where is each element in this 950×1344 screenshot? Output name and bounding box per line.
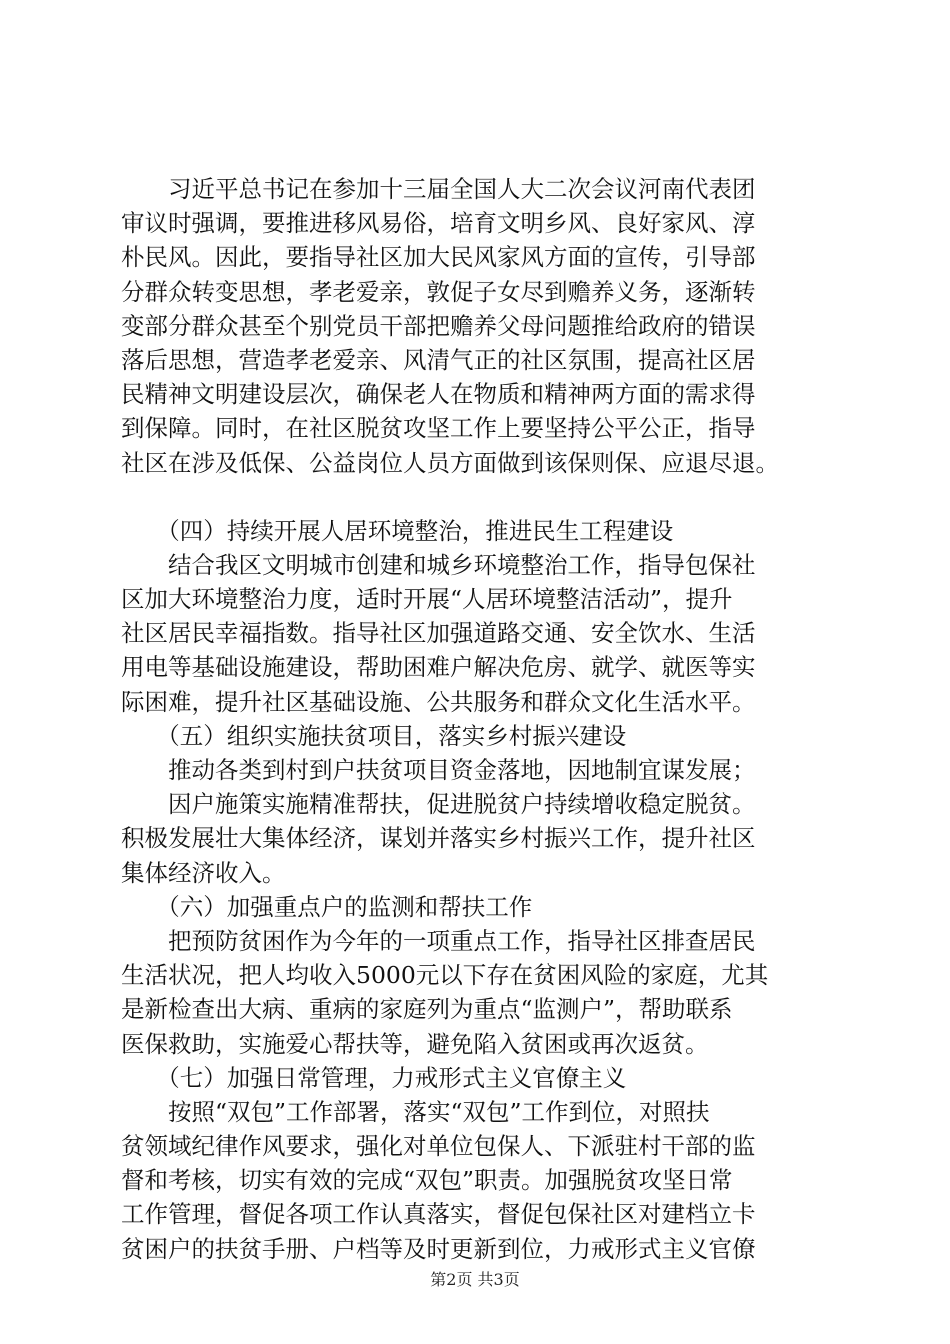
section-heading: （五）组织实施扶贫项目，落实乡村振兴建设 [121,721,627,750]
text-line: 医保救助，实施爱心帮扶等，避免陷入贫困或再次返贫。 [121,1029,709,1058]
text-line: 督和考核，切实有效的完成“双包”职责。加强脱贫攻坚日常 [121,1166,733,1195]
text-line: 把预防贫困作为今年的一项重点工作，指导社区排查居民 [121,926,756,955]
text-line: 贫领域纪律作风要求，强化对单位包保人、下派驻村干部的监 [121,1132,756,1161]
text-line: 是新检查出大病、重病的家庭列为重点“监测户”，帮助联系 [121,995,733,1024]
paragraph-2 [121,514,841,1266]
text-line: 习近平总书记在参加十三届全国人大二次会议河南代表团 [121,175,756,203]
text-line: 积极发展壮大集体经济，谋划并落实乡村振兴工作，提升社区 [121,824,756,853]
text-line: 区加大环境整治力度，适时开展“人居环境整洁活动”，提升 [121,585,733,614]
text-line: 生活状况，把人均收入5000元以下存在贫困风险的家庭，尤其 [121,961,769,990]
text-line: 社区在涉及低保、公益岗位人员方面做到该保则保、应退尽退。 [121,448,779,477]
text-line: 际困难，提升社区基础设施、公共服务和群众文化生活水平。 [121,687,756,716]
page-number-label: 第2页 共3页 [430,1270,520,1289]
text-line: 到保障。同时，在社区脱贫攻坚工作上要坚持公平公正，指导 [121,414,756,443]
text-line: 朴民风。因此，要指导社区加大民风家风方面的宣传，引导部 [121,243,756,272]
text-line: 集体经济收入。 [121,858,286,887]
paragraph-spacer [121,480,841,514]
text-line: 因户施策实施精准帮扶，促进脱贫户持续增收稳定脱贫。 [121,790,756,819]
text-line: 结合我区文明城市创建和城乡环境整治工作，指导包保社 [121,550,756,579]
text-line: 变部分群众甚至个别党员干部把赡养父母问题推给政府的错误 [121,311,756,340]
page-footer [0,1270,950,1290]
text-line: 社区居民幸福指数。指导社区加强道路交通、安全饮水、生活 [121,619,756,648]
text-line: 审议时强调，要推进移风易俗，培育文明乡风、良好家风、淳 [121,209,756,238]
text-line: 民精神文明建设层次，确保老人在物质和精神两方面的需求得 [121,380,756,409]
paragraph-1 [121,172,841,480]
text-line: 用电等基础设施建设，帮助困难户解决危房、就学、就医等实 [121,653,756,682]
section-heading: （七）加强日常管理，力戒形式主义官僚主义 [121,1063,627,1092]
document-body [121,172,841,1266]
text-line: 分群众转变思想，孝老爱亲，敦促子女尽到赡养义务，逐渐转 [121,277,756,306]
text-line: 按照“双包”工作部署，落实“双包”工作到位，对照扶 [121,1097,710,1126]
text-line: 贫困户的扶贫手册、户档等及时更新到位，力戒形式主义官僚 [121,1234,756,1263]
text-line: 工作管理，督促各项工作认真落实，督促包保社区对建档立卡 [121,1200,756,1229]
section-heading: （六）加强重点户的监测和帮扶工作 [121,892,533,921]
section-heading: （四）持续开展人居环境整治，推进民生工程建设 [121,516,674,545]
text-line: 推动各类到村到户扶贫项目资金落地，因地制宜谋发展； [121,756,756,784]
text-line: 落后思想，营造孝老爱亲、风清气正的社区氛围，提高社区居 [121,345,756,374]
